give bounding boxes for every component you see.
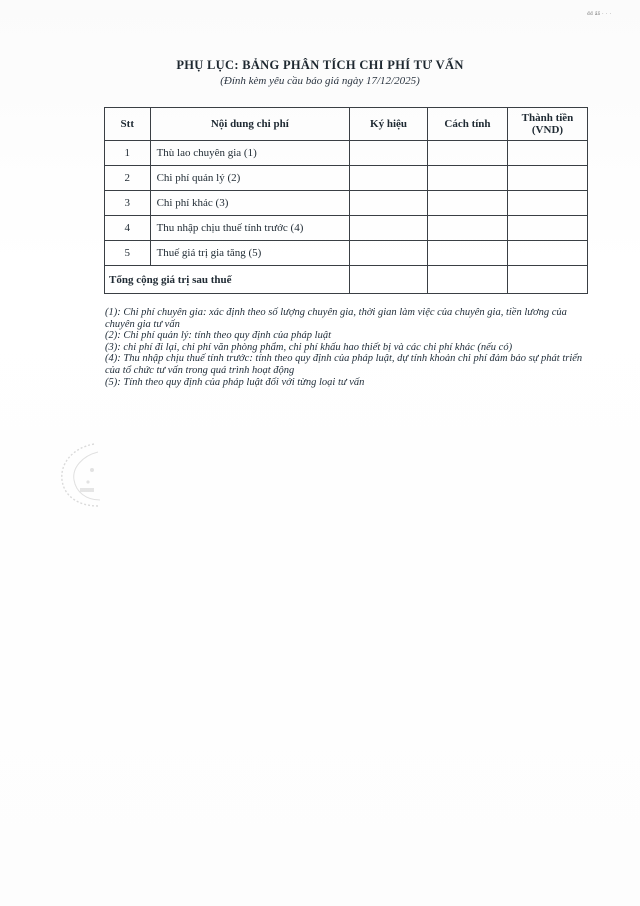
row-stt: 4	[105, 216, 151, 241]
row-method	[427, 141, 507, 166]
row-method	[427, 216, 507, 241]
row-method	[427, 166, 507, 191]
table-row	[105, 241, 588, 266]
row-stt: 1	[105, 141, 151, 166]
total-label: Tổng cộng giá trị sau thuế	[105, 266, 350, 294]
total-symbol	[350, 266, 428, 294]
table-row	[105, 141, 588, 166]
table-row	[105, 166, 588, 191]
total-row	[105, 266, 588, 294]
table-row	[105, 216, 588, 241]
row-symbol	[350, 191, 428, 216]
footnote-2: (2): Chi phí quản lý: tính theo quy định của pháp luật	[105, 330, 332, 342]
row-stt: 3	[105, 191, 151, 216]
total-amount	[507, 266, 587, 294]
row-method	[427, 191, 507, 216]
row-content: Thù lao chuyên gia (1)	[150, 141, 349, 166]
document-title: PHỤ LỤC: BẢNG PHÂN TÍCH CHI PHÍ TƯ VẤN	[176, 58, 464, 72]
faded-stamp-icon	[54, 440, 114, 510]
row-method	[427, 241, 507, 266]
row-amount	[507, 216, 587, 241]
row-symbol	[350, 141, 428, 166]
header-method: Cách tính	[427, 108, 507, 141]
corner-mark: đđ ấấ · · ·	[587, 12, 612, 17]
table-header-row	[105, 108, 588, 141]
document-subtitle: (Đính kèm yêu cầu báo giá ngày 17/12/2025)	[220, 75, 420, 87]
row-symbol	[350, 166, 428, 191]
footnote-4: (4): Thu nhập chịu thuế tính trước: tính theo quy định của pháp luật, dự tính khoản chi phí đảm bảo sự phát triển của tổ chức tư vấn trong quá trình hoạt động	[105, 353, 583, 376]
header-content: Nội dung chi phí	[150, 108, 349, 141]
footnotes	[105, 307, 595, 388]
header-symbol: Ký hiệu	[350, 108, 428, 141]
footnote-3: (3): chi phí đi lại, chi phí văn phòng phẩm, chi phí khấu hao thiết bị và các chi phí khác (nếu có)	[105, 341, 513, 353]
footnote-5: (5): Tính theo quy định của pháp luật đối với từng loại tư vấn	[105, 376, 365, 388]
row-content: Thu nhập chịu thuế tính trước (4)	[150, 216, 349, 241]
table-row	[105, 191, 588, 216]
total-method	[427, 266, 507, 294]
row-content: Chi phí khác (3)	[150, 191, 349, 216]
row-amount	[507, 191, 587, 216]
row-amount	[507, 141, 587, 166]
header-amount: Thành tiền (VND)	[507, 108, 587, 141]
footnote-1: (1): Chi phí chuyên gia: xác định theo số lượng chuyên gia, thời gian làm việc của chuyên gia, tiền lương của chuyên gia tư vấn	[105, 307, 567, 330]
header-stt: Stt	[105, 108, 151, 141]
row-amount	[507, 166, 587, 191]
row-stt: 5	[105, 241, 151, 266]
row-stt: 2	[105, 166, 151, 191]
row-content: Chi phí quản lý (2)	[150, 166, 349, 191]
row-content: Thuế giá trị gia tăng (5)	[150, 241, 349, 266]
row-symbol	[350, 216, 428, 241]
row-symbol	[350, 241, 428, 266]
cost-analysis-table	[104, 107, 588, 294]
row-amount	[507, 241, 587, 266]
